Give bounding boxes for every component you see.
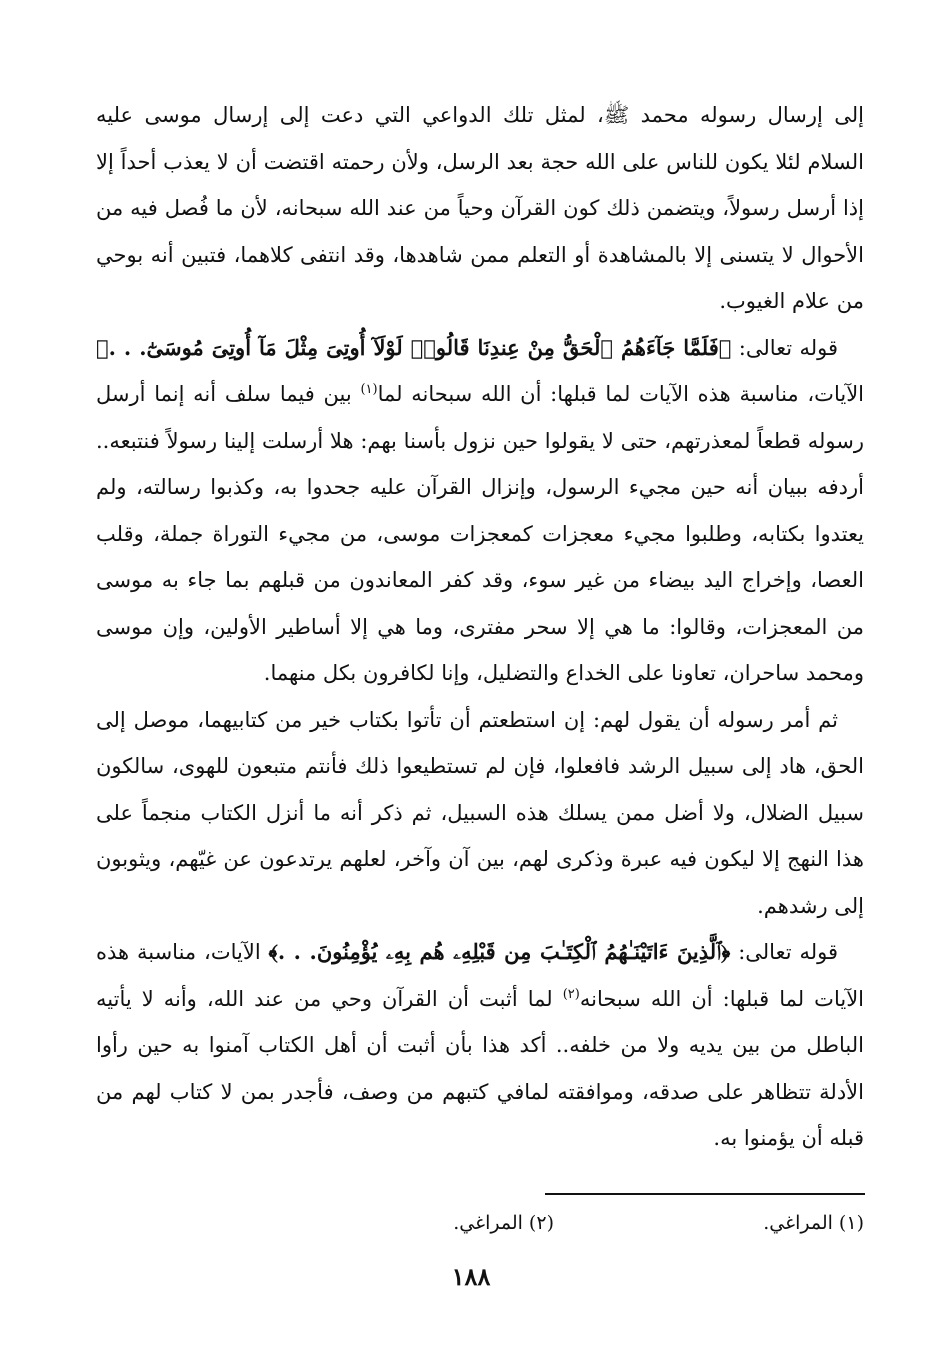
footnote-2: (٢) المراغي. <box>453 1212 554 1234</box>
footnote-divider <box>545 1193 865 1195</box>
footnote-ref-2: (٢) <box>562 986 580 1002</box>
body-text <box>96 92 864 1162</box>
paragraph-2-lead: قوله تعالى: <box>731 335 838 360</box>
paragraph-4-lead: قوله تعالى: <box>730 940 838 964</box>
page-number: ١٨٨ <box>451 1262 491 1291</box>
footnotes <box>96 1208 864 1238</box>
paragraph-3: ثم أمر رسوله أن يقول لهم: إن استطعتم أن تأتوا بكتاب خير من كتابيهما، موصل إلى الحق، هاد إلى سبيل الرشد فافعلوا، فإن لم تستطيعوا ذلك فأنتم متبعون للهوى، سالكون سبيل الضلال، ولا أضل ممن يسلك هذه السبيل، ثم ذكر أنه ما أنزل الكتاب منجماً على هذا النهج إلا ليكون فيه عبرة وذكرى لهم، بين آن وآخر، لعلهم يرتدعون عن غيّهم، ويثوبون إلى رشدهم. <box>96 707 864 918</box>
paragraph-4-text-a: الآيات، مناسبة هذه الآيات لما قبلها: أن الله سبحانه <box>96 940 865 1011</box>
paragraph-2 <box>96 325 864 697</box>
paragraph-2-text-a: الآيات، مناسبة هذه الآيات لما قبلها: أن الله سبحانه لما <box>377 382 864 406</box>
paragraph-1: إلى إرسال رسوله محمد ﷺ، لمثل تلك الدواعي التي دعت إلى إرسال موسى عليه السلام لئلا يكون للناس على الله حجة بعد الرسل، ولأن رحمته اقتضت أن لا يعذب أحداً إلا إذا أرسل رسولاً، ويتضمن ذلك كون القرآن وحياً من عند الله سبحانه، لأن ما فُصل فيه من الأحوال لا يتسنى إلا بالمشاهدة أو التعلم ممن شاهدها، وقد انتفى كلاهما، فتبين أنه بوحي من علام الغيوب. <box>96 103 864 313</box>
paragraph-4-text-b: لما أثبت أن القرآن وحي من عند الله، وأنه لا يأتيه الباطل من بين يديه ولا من خلفه.. أكد هذا بأن أثبت أن أهل الكتاب آمنوا به حين رأوا الأدلة تتظاهر على صدقه، وموافقته لمافي كتبهم من وصف، فأجدر بمن لا كتاب لهم من قبله أن يؤمنوا به. <box>96 986 864 1150</box>
quran-verse-2: ﴿ٱلَّذِينَ ءَاتَيْنَـٰهُمُ ٱلْكِتَـٰبَ مِن قَبْلِهِۦ هُم بِهِۦ يُؤْمِنُونَ. . .﴾ <box>268 939 731 964</box>
quran-verse-1: ﴿فَلَمَّا جَآءَهُمُ ٱلْحَقُّ مِنْ عِندِنَا قَالُوا۟ لَوْلَآ أُوتِىَ مِثْلَ مَآ أُوتِىَ مُوسَىٰٓ. . .﴾ <box>96 334 732 360</box>
paragraph-2-text-b: بين فيما سلف أنه إنما أرسل رسوله قطعاً لمعذرتهم، حتى لا يقولوا حين نزول بأسنا بهم: هلا أرسلت إلينا رسولاً فنتبعه.. أردفه ببيان أنه حين مجيء الرسول، وإنزال القرآن عليه جحدوا به، وكذبوا رسالته، ولم يعتدوا بكتابه، وطلبوا مجيء معجزات كمعجزات موسى، من مجيء التوراة جملة، وقلب العصا، وإخراج اليد بيضاء من غير سوء، وقد كفر المعاندون من قبلهم بما جاء به موسى من المعجزات، وقالوا: ما هي إلا سحر مفترى، وما هي إلا أساطير الأولين، وإن موسى ومحمد ساحران، تعاونا على الخداع والتضليل، وإنا لكافرون بكل منهما. <box>96 382 864 685</box>
paragraph-4 <box>96 929 864 1162</box>
footnote-1: (١) المراغي. <box>763 1212 864 1234</box>
footnote-ref-1: (١) <box>360 382 378 397</box>
